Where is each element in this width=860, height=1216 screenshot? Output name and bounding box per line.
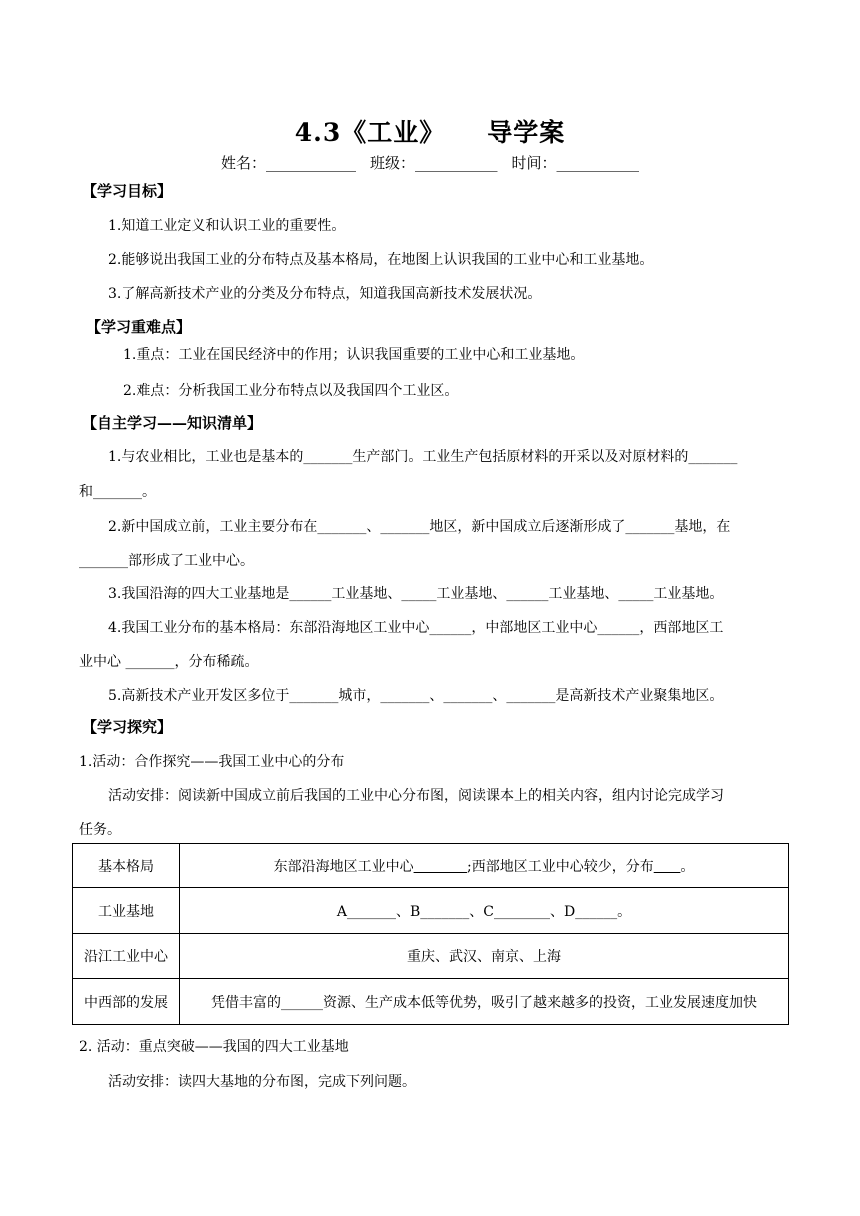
question-4-cont: 业中心 _______，分布稀疏。: [79, 654, 259, 670]
cell-text: ;西部地区工业中心较少，分布: [466, 858, 654, 875]
question-2-cont: _______部形成了工业中心。: [79, 553, 254, 569]
activity-2-plan: 活动安排：读四大基地的分布图，完成下列问题。: [108, 1074, 416, 1090]
time-field[interactable]: 时间：___________: [511, 154, 640, 172]
table-row: [73, 934, 789, 979]
question-1-cont: 和_______。: [79, 484, 156, 500]
goal-item: 3.了解高新技术产业的分类及分布特点，知道我国高新技术发展状况。: [108, 286, 542, 302]
row-content: 重庆、武汉、南京、上海: [180, 934, 789, 979]
goal-item: 1.知道工业定义和认识工业的重要性。: [108, 218, 346, 234]
table-row: [73, 844, 789, 888]
selfstudy-heading: 【自主学习——知识清单】: [82, 414, 263, 432]
class-field[interactable]: 班级：___________: [369, 154, 498, 172]
row-content: 凭借丰富的______资源、生产成本低等优势，吸引了越来越多的投资，工业发展速度加快: [180, 979, 789, 1025]
industry-table: [72, 843, 789, 1025]
row-content: [180, 844, 789, 888]
title-sub: 导学案: [487, 118, 566, 147]
question-4: 4.我国工业分布的基本格局：东部沿海地区工业中心______，中部地区工业中心______，西部地区工: [108, 620, 724, 636]
goal-item: 2.能够说出我国工业的分布特点及基本格局，在地图上认识我国的工业中心和工业基地。: [108, 252, 654, 268]
explore-heading: 【学习探究】: [82, 718, 173, 736]
row-label: 基本格局: [73, 844, 180, 888]
row-content: A_______、B_______、C________、D______。: [180, 888, 789, 934]
keypoint-item: 2.难点：分析我国工业分布特点以及我国四个工业区。: [123, 383, 459, 399]
cell-text: 东部沿海地区工业中心: [273, 858, 414, 875]
activity-1-plan: 活动安排：阅读新中国成立前后我国的工业中心分布图，阅读课本上的相关内容，组内讨论完成学习: [108, 788, 724, 804]
table-row: [73, 888, 789, 934]
question-2: 2.新中国成立前，工业主要分布在_______、_______地区，新中国成立后逐渐形成了_______基地，在: [108, 519, 731, 535]
question-3: 3.我国沿海的四大工业基地是______工业基地、_____工业基地、______工业基地、_____工业基地。: [108, 586, 724, 602]
keypoint-item: 1.重点：工业在国民经济中的作用；认识我国重要的工业中心和工业基地。: [123, 347, 585, 363]
activity-2-title: 2. 活动：重点突破——我国的四大工业基地: [79, 1039, 349, 1055]
question-5: 5.高新技术产业开发区多位于_______城市，_______、_______、_______是高新技术产业聚集地区。: [108, 688, 724, 704]
goals-heading: 【学习目标】: [82, 182, 173, 200]
page-title: [0, 113, 860, 149]
name-field[interactable]: 姓名：____________: [220, 154, 356, 172]
question-1: 1.与农业相比，工业也是基本的_______生产部门。工业生产包括原材料的开采以及对原材料的_______: [108, 449, 738, 465]
keypoints-heading: 【学习重难点】: [86, 318, 192, 336]
row-label: 工业基地: [73, 888, 180, 934]
cell-text: 。: [680, 858, 695, 875]
row-label: 沿江工业中心: [73, 934, 180, 979]
title-main: 4.3《工业》: [294, 118, 446, 147]
activity-1-plan-cont: 任务。: [79, 822, 121, 838]
table-row: [73, 979, 789, 1025]
answer-blank[interactable]: [654, 859, 681, 875]
answer-blank[interactable]: [414, 859, 467, 875]
student-info-line: [0, 152, 860, 173]
row-label: 中西部的发展: [73, 979, 180, 1025]
activity-1-title: 1.活动：合作探究——我国工业中心的分布: [79, 754, 345, 770]
